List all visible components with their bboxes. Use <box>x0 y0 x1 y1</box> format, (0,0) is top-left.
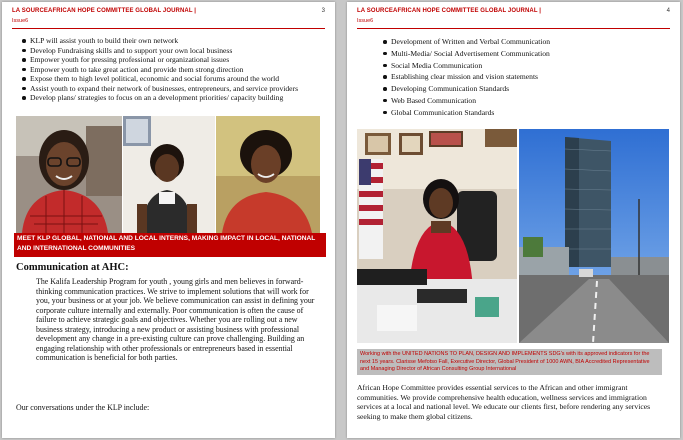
list-item: Social Media Communication <box>381 60 671 72</box>
journal-title: LA SOURCEAFRICAN HOPE COMMITTEE GLOBAL JOURNAL | <box>12 8 197 14</box>
page-header <box>12 8 325 29</box>
list-item: Expose them to high level political, economic and social forums around the world <box>20 74 320 84</box>
office-photo <box>357 129 517 343</box>
list-item: Assist youth to expand their network of businesses, entrepreneurs, and service providers <box>20 84 320 94</box>
un-headquarters-photo <box>519 129 669 343</box>
page-number: 3 <box>321 8 325 14</box>
page-number: 4 <box>666 8 670 14</box>
list-item: Developing Communication Standards <box>381 83 671 95</box>
klp-goals-list <box>20 36 320 103</box>
body-paragraph: The Kalifa Leadership Program for youth , young girls and men believes in forward-thinking communication practices. We strive to implement solutions that will work for you, your business or at your job. We believe communication can assist in defining your corporate culture internally and externally. Poor communication is often the cause of failure to achieve strategic goals and objectives. Whether you are rolling out a new business strategy, introducing a new product or assisting business with professional development any change in a pre-existing culture can prove challenging. Building an engaging relationship with other professionals or entrepreneurs based in essential communication is beneficial for both parties. <box>36 277 315 362</box>
list-item: Empower youth to take great action and provide them strong direction <box>20 65 320 75</box>
list-item: Develop Fundraising skills and to support your own local business <box>20 46 320 56</box>
journal-page-right <box>347 2 680 438</box>
body-paragraph: African Hope Committee provides essential services to the African and other immigrant communities. We provide comprehensive health education, wellness services and immigration services at a local and national level. We educate our clients first, before rendering any services seeking to make them global citizens. <box>357 383 651 421</box>
un-photo-caption: Working with the UNITED NATIONS TO PLAN, DESIGN AND IMPLEMENTS SDG's with its approved indicators for the next 15 years. Clarisse Mefotso Fall, Executive Director, Global President of 1000 AWN, BIA Accredited Representative and Managing Director of African Consulting Group International <box>357 349 662 375</box>
list-item: Global Communication Standards <box>381 107 671 119</box>
interns-caption: MEET KLP GLOBAL, NATIONAL AND LOCAL INTERNS, MAKING IMPACT IN LOCAL, NATIONAL AND INTERNATIONAL COMMUNITIES <box>14 233 326 257</box>
list-item: Establishing clear mission and vision statements <box>381 71 671 83</box>
communication-topics-list <box>381 36 671 119</box>
intern-photo-2 <box>123 116 215 233</box>
section-heading: Communication at AHC: <box>16 262 129 273</box>
closing-line: Our conversations under the KLP include: <box>16 403 150 412</box>
journal-title: LA SOURCEAFRICAN HOPE COMMITTEE GLOBAL JOURNAL | <box>357 8 542 14</box>
list-item: Empower youth for pressing professional or organizational issues <box>20 55 320 65</box>
list-item: KLP will assist youth to build their own network <box>20 36 320 46</box>
intern-photo-1 <box>16 116 122 233</box>
list-item: Development of Written and Verbal Communication <box>381 36 671 48</box>
journal-page-left <box>2 2 335 438</box>
list-item: Web Based Communication <box>381 95 671 107</box>
intern-photo-3 <box>216 116 320 233</box>
issue-label: Issue6 <box>357 18 374 24</box>
list-item: Develop plans/ strategies to focus on an a development priorities/ capacity building <box>20 93 320 103</box>
list-item: Multi-Media/ Social Advertisement Communication <box>381 48 671 60</box>
issue-label: Issue6 <box>12 18 29 24</box>
page-header <box>357 8 670 29</box>
